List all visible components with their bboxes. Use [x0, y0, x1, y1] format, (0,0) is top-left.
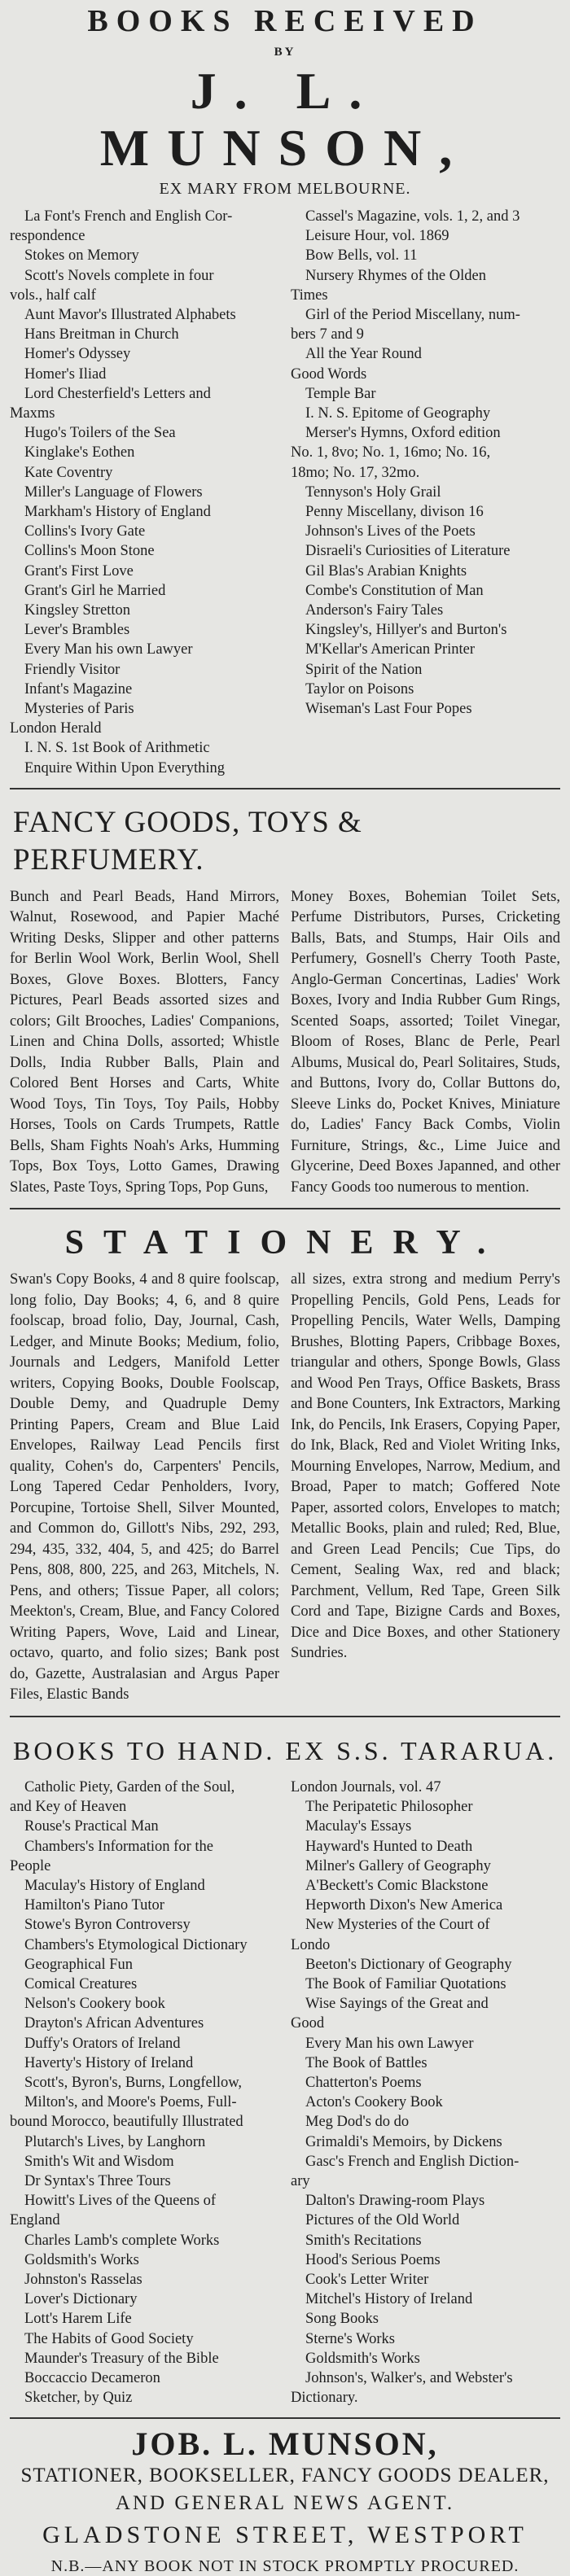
- section-divider: [10, 1716, 560, 1717]
- list-item: Homer's Odyssey: [24, 346, 131, 363]
- list-item: Milner's Gallery of Geography: [305, 1857, 491, 1874]
- list-item: England: [10, 2212, 60, 2229]
- list-item: Stowe's Byron Controversy: [24, 1917, 191, 1934]
- list-item: Hepworth Dixon's New America: [305, 1897, 503, 1914]
- list-item: Nursery Rhymes of the Olden: [305, 267, 486, 284]
- fancy-goods-body: [10, 887, 560, 1199]
- list-item: Gil Blas's Arabian Knights: [305, 562, 467, 579]
- list-item: Chatterton's Poems: [305, 2074, 422, 2091]
- list-item: People: [10, 1857, 51, 1874]
- list-item: Boccaccio Decameron: [24, 2369, 160, 2386]
- list-item: 18mo; No. 17, 32mo.: [291, 464, 420, 481]
- list-item: Spirit of the Nation: [305, 661, 423, 678]
- section-divider: [10, 1208, 560, 1209]
- list-item: Johnson's Lives of the Poets: [305, 523, 476, 540]
- list-item: bers 7 and 9: [291, 326, 364, 343]
- list-item: Drayton's African Adventures: [24, 2015, 204, 2032]
- list-item: Gasc's French and English Diction-: [305, 2153, 520, 2170]
- list-item: Hood's Serious Poems: [305, 2251, 441, 2268]
- list-item: Kate Coventry: [24, 464, 113, 481]
- tararua-left-list: [10, 1778, 279, 2408]
- list-item: Cook's Letter Writer: [305, 2271, 429, 2288]
- list-item: Collins's Ivory Gate: [24, 523, 146, 540]
- list-item: Hugo's Toilers of the Sea: [24, 425, 176, 442]
- list-item: Markham's History of England: [24, 504, 211, 521]
- list-item: Grant's Girl he Married: [24, 582, 166, 599]
- list-item: Every Man his own Lawyer: [24, 641, 193, 658]
- tararua-title: BOOKS TO HAND. EX S.S. TARARUA.: [13, 1735, 558, 1765]
- list-item: Lord Chesterfield's Letters and: [24, 385, 211, 402]
- shipment-subtitle: EX MARY FROM MELBOURNE.: [159, 180, 411, 198]
- list-item: Milton's, and Moore's Poems, Full-: [24, 2094, 237, 2111]
- list-item: bound Morocco, beautifully Illustrated: [10, 2114, 243, 2131]
- list-item: Grant's First Love: [24, 562, 134, 579]
- list-item: Maunder's Treasury of the Bible: [24, 2350, 219, 2367]
- list-item: Beeton's Dictionary of Geography: [305, 1956, 512, 1973]
- list-item: Charles Lamb's complete Works: [24, 2232, 220, 2249]
- list-item: Good: [291, 2015, 325, 2032]
- list-item: Girl of the Period Miscellany, num-: [305, 307, 520, 324]
- list-item: Mysteries of Paris: [24, 701, 134, 718]
- list-item: Anderson's Fairy Tales: [305, 602, 444, 619]
- list-item: Friendly Visitor: [24, 661, 121, 678]
- footer-merchant-name: JOB. L. MUNSON,: [131, 2425, 439, 2463]
- list-item: Goldsmith's Works: [305, 2350, 420, 2367]
- list-item: The Habits of Good Society: [24, 2330, 194, 2347]
- list-item: Hayward's Hunted to Death: [305, 1838, 473, 1855]
- list-item: Smith's Recitations: [305, 2232, 422, 2249]
- list-item: No. 1, 8vo; No. 1, 16mo; No. 16,: [291, 444, 491, 461]
- list-item: I. N. S. 1st Book of Arithmetic: [24, 740, 210, 757]
- merchant-name: J. L. MUNSON,: [99, 62, 471, 177]
- list-item: Dalton's Drawing-room Plays: [305, 2193, 485, 2210]
- list-item: Johnson's, Walker's, and Webster's: [305, 2369, 513, 2386]
- list-item: The Book of Battles: [305, 2054, 428, 2071]
- fancy-goods-title: FANCY GOODS, TOYS & PERFUMERY.: [13, 805, 362, 877]
- list-item: Rouse's Practical Man: [24, 1818, 159, 1835]
- list-item: Johnston's Rasselas: [24, 2271, 142, 2288]
- list-item: vols., half calf: [10, 286, 96, 304]
- list-item: M'Kellar's American Printer: [305, 641, 476, 658]
- list-item: Temple Bar: [305, 385, 376, 402]
- list-item: Duffy's Orators of Ireland: [24, 2035, 181, 2052]
- list-item: Tennyson's Holy Grail: [305, 483, 441, 501]
- footer-address: GLADSTONE STREET, WESTPORT: [42, 2521, 528, 2549]
- list-item: Lover's Dictionary: [24, 2291, 138, 2308]
- list-item: Maculay's Essays: [305, 1818, 412, 1835]
- list-item: Disraeli's Curiosities of Literature: [305, 543, 511, 560]
- list-item: Wise Sayings of the Great and: [305, 1996, 489, 2013]
- list-item: I. N. S. Epitome of Geography: [305, 405, 491, 422]
- list-item: Pictures of the Old World: [305, 2212, 460, 2229]
- list-item: All the Year Round: [305, 346, 422, 363]
- tararua-left-column: [10, 1778, 279, 2408]
- list-item: Scott's Novels complete in four: [24, 267, 214, 284]
- list-item: La Font's French and English Cor-: [24, 208, 233, 225]
- list-item: Acton's Cookery Book: [305, 2094, 443, 2111]
- list-item: Collins's Moon Stone: [24, 543, 155, 560]
- list-item: Comical Creatures: [24, 1975, 138, 1992]
- list-item: Good Words: [291, 365, 367, 383]
- list-item: Miller's Language of Flowers: [24, 483, 203, 501]
- list-item: Homer's Iliad: [24, 365, 107, 383]
- tararua-book-list: [10, 1778, 560, 2408]
- list-item: Times: [291, 286, 328, 304]
- list-item: Stokes on Memory: [24, 247, 139, 265]
- list-item: A'Beckett's Comic Blackstone: [305, 1877, 489, 1894]
- list-item: Penny Miscellany, divison 16: [305, 504, 484, 521]
- stationery-body: [10, 1270, 560, 1706]
- list-item: Dr Syntax's Three Tours: [24, 2172, 171, 2189]
- stationery-title: STATIONERY.: [64, 1224, 506, 1262]
- list-item: Infant's Magazine: [24, 680, 133, 698]
- page-title: BOOKS RECEIVED: [87, 4, 483, 38]
- melbourne-left-list: [10, 207, 279, 778]
- list-item: and Key of Heaven: [10, 1799, 127, 1816]
- list-item: Kinglake's Eothen: [24, 444, 135, 461]
- list-item: Maculay's History of England: [24, 1877, 205, 1894]
- list-item: Every Man his own Lawyer: [305, 2035, 474, 2052]
- list-item: London Herald: [10, 720, 102, 737]
- list-item: Dictionary.: [291, 2390, 358, 2407]
- melbourne-right-column: [291, 207, 560, 778]
- stationery-right-text: all sizes, extra strong and medium Perry's Propelling Pencils, Gold Pens, Leads for Propelling Pencils, Water Wells, Damping Brushes, Blotting Papers, Cribbage Boxes, triangular and others, Sponge Bowls, Glass and Wood Pen Trays, Office Baskets, Brass and Bone Counters, Ink Extractors, Marking Ink, do Pencils, Ink Erasers, Copying Paper, do Ink, Black, Red and Violet Writing Inks, Mourning Envelopes, Narrow, Medium, and Broad, Paper to match; Goffered Note Paper, assorted colors, Envelopes to match; Metallic Books, plain and ruled; Red, Blue, and Green Lead Pencils; Cue Tips, do Cement, Sealing Wax, red and black; Parchment, Vellum, Red Tape, Green Silk Cord and Tape, Bizigne Cards and Boxes, Dice and Dice Boxes, and other Stationery Sundries.: [291, 1271, 560, 1662]
- list-item: The Book of Familiar Quotations: [305, 1975, 506, 1992]
- list-item: Sketcher, by Quiz: [24, 2390, 133, 2407]
- list-item: Aunt Mavor's Illustrated Alphabets: [24, 307, 236, 324]
- list-item: Chambers's Etymological Dictionary: [24, 1936, 248, 1953]
- footer-note: N.B.—ANY BOOK NOT IN STOCK PROMPTLY PROCURED.: [50, 2557, 520, 2576]
- list-item: Howitt's Lives of the Queens of: [24, 2193, 217, 2210]
- list-item: Hamilton's Piano Tutor: [24, 1897, 164, 1914]
- list-item: Leisure Hour, vol. 1869: [305, 228, 449, 245]
- list-item: Londo: [291, 1936, 331, 1953]
- list-item: Cassel's Magazine, vols. 1, 2, and 3: [305, 208, 520, 225]
- footer-trades: STATIONER, BOOKSELLER, FANCY GOODS DEALER,: [20, 2464, 550, 2487]
- list-item: Merser's Hymns, Oxford edition: [305, 425, 501, 442]
- list-item: Bow Bells, vol. 11: [305, 247, 418, 265]
- list-item: Plutarch's Lives, by Langhorn: [24, 2133, 206, 2150]
- list-item: Hans Breitman in Church: [24, 326, 179, 343]
- list-item: Haverty's History of Ireland: [24, 2054, 194, 2071]
- list-item: Taylor on Poisons: [305, 680, 414, 698]
- list-item: Kingsley's, Hillyer's and Burton's: [305, 622, 507, 639]
- fancy-goods-left-text: Bunch and Pearl Beads, Hand Mirrors, Walnut, Rosewood, and Papier Maché Writing Desks, Slipper and other patterns for Berlin Wool Work, Berlin Wool, Shell Boxes, Glove Boxes. Blotters, Fancy Pictures, Pearl Beads assorted sizes and colors; Gilt Brooches, Ladies' Companions, Linen and China Dolls, assorted; Whistle Dolls, India Rubber Balls, Plain and Colored Bent Horses and Carts, White Wood Toys, Tin Toys, Toy Pails, Hobby Horses, Tools on Cards Trumpets, Rattle Bells, Sham Fights Noah's Arks, Humming Tops, Box Toys, Lotto Games, Drawing Slates, Paste Toys, Spring Tops, Pop Guns,: [10, 888, 279, 1196]
- list-item: Catholic Piety, Garden of the Soul,: [24, 1778, 235, 1795]
- melbourne-right-list: [291, 207, 560, 719]
- by-line: BY: [274, 46, 296, 59]
- stationery-left-text: Swan's Copy Books, 4 and 8 quire foolscap, long folio, Day Books; 4, 6, and 8 quire foolscap, broad folio, Day, Journal, Cash, Ledger, and Minute Books; Medium, folio, Journals and Ledgers, Manifold Letter writers, Copying Books, Double Foolscap, Double Demy, and Quadruple Demy Printing Papers, Cream and Blue Laid Envelopes, Railway Lead Pencils first quality, Cohen's do, Carpenters' Pencils, Long Tapered Cedar Penholders, Ivory, Porcupine, Tortoise Shell, Silver Mounted, and Common do, Gillott's Nibs, 292, 293, 294, 435, 332, 404, 5, and 425; do Barrel Pens, 808, 800, 225, and 263, Mitchels, N. Pens, and others; Tissue Paper, all colors; Meekton's, Cream, Blue, and Fancy Colored Writing Papers, Wove, Laid and Linear, octavo, quarto, and folio sizes; Bank post do, Gazette, Australasian and Argus Paper Files, Elastic Bands: [10, 1271, 279, 1703]
- list-item: ary: [291, 2172, 310, 2189]
- melbourne-book-list: [10, 207, 560, 778]
- list-item: The Peripatetic Philosopher: [305, 1799, 473, 1816]
- list-item: Smith's Wit and Wisdom: [24, 2153, 174, 2170]
- list-item: New Mysteries of the Court of: [305, 1917, 490, 1934]
- advertisement-page: [0, 3, 570, 2576]
- list-item: Grimaldi's Memoirs, by Dickens: [305, 2133, 502, 2150]
- list-item: Enquire Within Upon Everything: [24, 759, 226, 776]
- list-item: Meg Dod's do do: [305, 2114, 410, 2131]
- melbourne-left-column: [10, 207, 279, 778]
- list-item: Goldsmith's Works: [24, 2251, 139, 2268]
- tararua-right-column: [291, 1778, 560, 2408]
- list-item: London Journals, vol. 47: [291, 1778, 441, 1795]
- tararua-right-list: [291, 1778, 560, 2408]
- list-item: Geographical Fun: [24, 1956, 134, 1973]
- list-item: Nelson's Cookery book: [24, 1996, 165, 2013]
- list-item: Lever's Brambles: [24, 622, 130, 639]
- list-item: Sterne's Works: [305, 2330, 395, 2347]
- fancy-goods-right-text: Money Boxes, Bohemian Toilet Sets, Perfume Distributors, Purses, Cricketing Balls, Bats, and Stumps, Hair Oils and Perfumery, Gosnell's Cherry Tooth Paste, Anglo-German Concertinas, Ladies' Work Boxes, Ivory and India Rubber Gum Rings, Scented Soaps, assorted; Toilet Vinegar, Bloom of Roses, Blanc de Perle, Pearl Albums, Musical do, Pearl Solitaires, Studs, and Buttons, Ivory do, Collar Buttons do, Sleeve Links do, Pocket Knives, Miniature do, Ladies' Fancy Back Combs, Violin Furniture, Strings, &c., Lime Juice and Glycerine, Deed Boxes Japanned, and other Fancy Goods too numerous to mention.: [291, 888, 560, 1196]
- list-item: Kingsley Stretton: [24, 602, 131, 619]
- list-item: Song Books: [305, 2311, 379, 2328]
- list-item: Lott's Harem Life: [24, 2311, 132, 2328]
- list-item: Wiseman's Last Four Popes: [305, 701, 472, 718]
- list-item: respondence: [10, 228, 86, 245]
- list-item: Chambers's Information for the: [24, 1838, 213, 1855]
- list-item: Mitchel's History of Ireland: [305, 2291, 473, 2308]
- footer-news-agent: AND GENERAL NEWS AGENT.: [115, 2492, 455, 2515]
- section-divider: [10, 2417, 560, 2419]
- list-item: Maxms: [10, 405, 55, 422]
- list-item: Combe's Constitution of Man: [305, 582, 484, 599]
- section-divider: [10, 788, 560, 789]
- list-item: Scott's, Byron's, Burns, Longfellow,: [24, 2074, 243, 2091]
